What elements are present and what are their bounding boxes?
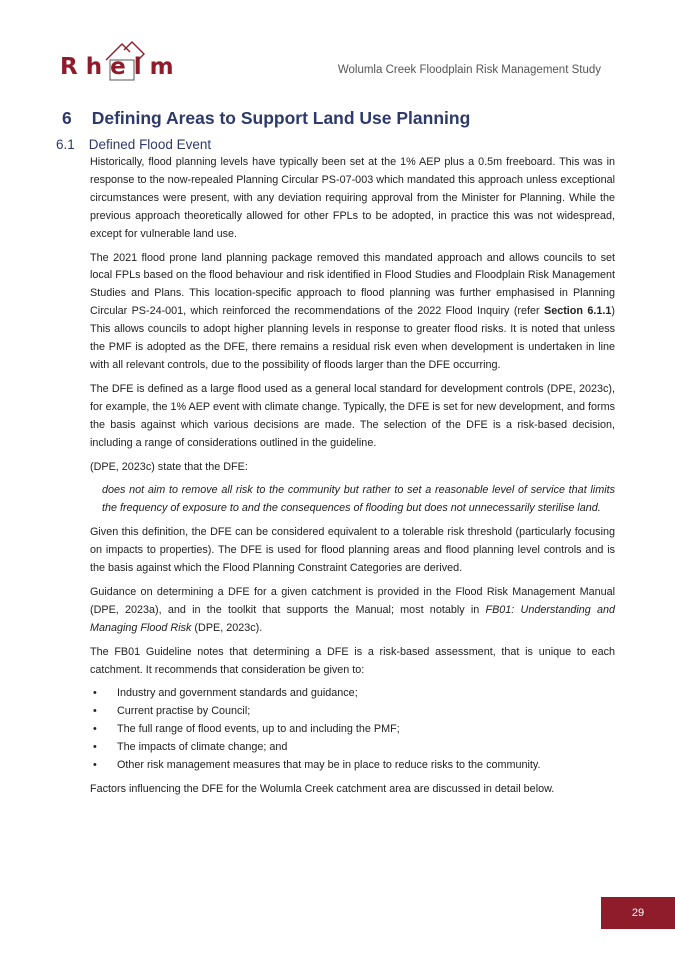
list-item: • Other risk management measures that may be in place to reduce risks to the community. xyxy=(90,757,615,775)
document-header-title: Wolumla Creek Floodplain Risk Management Study xyxy=(337,64,601,76)
paragraph: Given this definition, the DFE can be considered equivalent to a tolerable risk threshold (particularly focusing on impacts to properties). The DFE is used for flood planning areas and flood planning level controls and is the basis against which the Flood Planning Constraint Categories are derived. xyxy=(90,526,615,575)
page-number: 29 xyxy=(601,897,675,929)
bullet-icon: • xyxy=(93,741,97,754)
subsection-title: Defined Flood Event xyxy=(88,137,212,152)
paragraph: Historically, flood planning levels have typically been set at the 1% AEP plus a 0.5m freeboard. This was in response to the now-repealed Planning Circular PS-07-003 which mandated this approach unless exceptional circumstances were present, with any deviation requiring approval from the Minister for Planning. While the previous approach theoretically allowed for other FPLs to be adopted, in practice this was not widespread, except for vulnerable land use. xyxy=(90,156,615,240)
section-heading xyxy=(62,108,615,129)
paragraph: Factors influencing the DFE for the Wolumla Creek catchment area are discussed in detail below. xyxy=(90,783,555,795)
logo-letters: Rhelm xyxy=(60,54,182,80)
bullet-icon: • xyxy=(93,705,97,718)
list-item: • The full range of flood events, up to and including the PMF; xyxy=(90,721,615,739)
bullet-icon: • xyxy=(93,759,97,772)
subsection-heading xyxy=(56,137,615,152)
rhelm-logo xyxy=(60,40,180,82)
bullet-icon: • xyxy=(93,723,97,736)
paragraph: The DFE is defined as a large flood used as a general local standard for development controls (DPE, 2023c), for example, the 1% AEP event with climate change. Typically, the DFE is set for new development, and forms the basis against which various decisions are made. The selection of the DFE is a risk-based decision, including a range of considerations outlined in the guideline. xyxy=(90,382,615,449)
page-content xyxy=(56,108,616,805)
block-quote: does not aim to remove all risk to the community but rather to set a reasonable level of service that limits the frequency of exposure to and the consequences of flooding but does not unnecessarily sterilise land. xyxy=(102,484,615,515)
paragraph: The 2021 flood prone land planning package removed this mandated approach and allows councils to set local FPLs based on the flood behaviour and risk identified in Flood Studies and Floodplain Risk Management Studies and Plans. This location-specific approach to flood planning was further emphasised in Planning Circular PS-24-001, which reinforced the recommendations of the 2022 Flood Inquiry (refer Section 6.1.1) This allows councils to adopt higher planning levels in response to greater flood risks. It is noted that unless the PMF is adopted as the DFE, there remains a residual risk even when development is undertaken in line with all relevant controls, due to the possibility of floods larger than the DFE occurring. xyxy=(90,251,615,371)
bullet-icon: • xyxy=(93,687,97,700)
section-number: 6 xyxy=(62,108,72,128)
list-item: • Industry and government standards and guidance; xyxy=(90,685,615,703)
section-reference-link[interactable]: Section 6.1.1 xyxy=(544,305,612,318)
document-title: FB01: Understanding and Managing Flood Risk xyxy=(90,603,616,634)
paragraph: The FB01 Guideline notes that determining a DFE is a risk-based assessment, that is unique to each catchment. It recommends that consideration be given to: xyxy=(90,645,615,676)
subsection-number: 6.1 xyxy=(56,137,75,152)
paragraph: Guidance on determining a DFE for a given catchment is provided in the Flood Risk Management Manual (DPE, 2023a), and in the toolkit that supports the Manual; most notably in FB01: Understanding and Managing Flood Risk (DPE, 2023c). xyxy=(90,585,616,634)
paragraph: (DPE, 2023c) state that the DFE: xyxy=(90,460,248,473)
section-title: Defining Areas to Support Land Use Planning xyxy=(91,108,471,128)
list-item: • Current practise by Council; xyxy=(90,703,615,721)
section-body xyxy=(90,154,615,799)
consideration-list xyxy=(90,685,615,775)
list-item: • The impacts of climate change; and xyxy=(90,739,615,757)
